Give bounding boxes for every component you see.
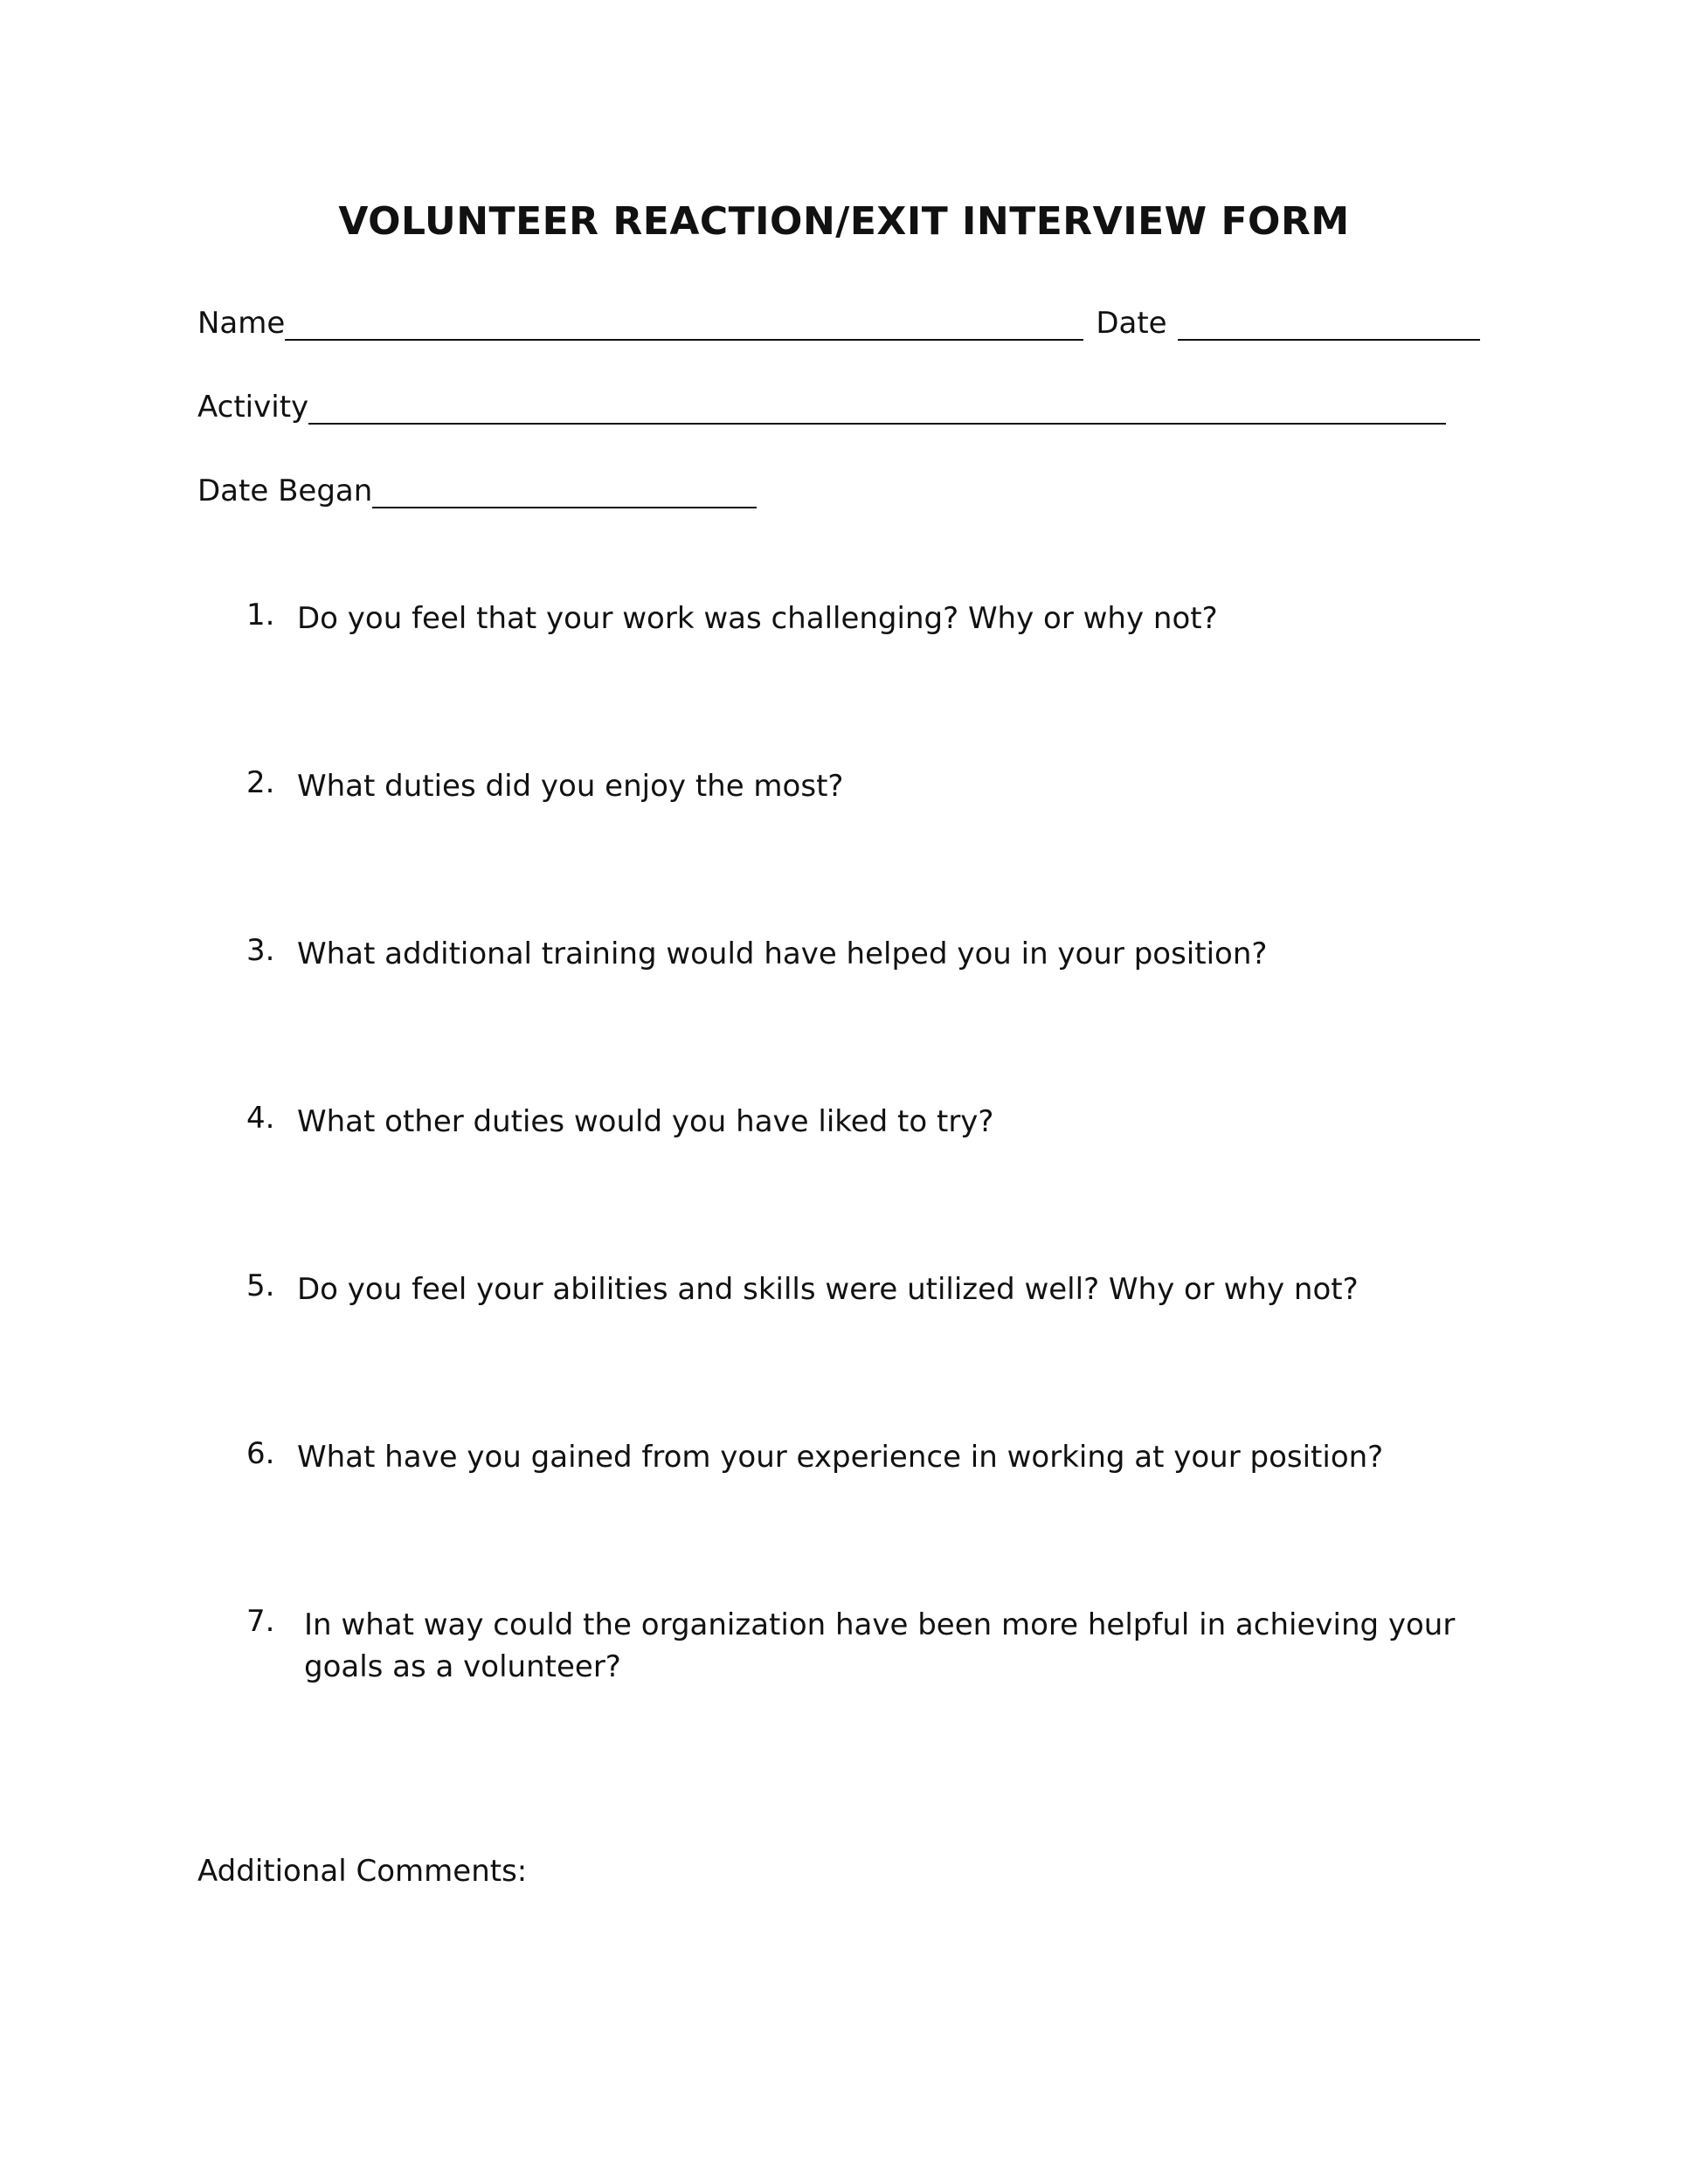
question-item (246, 765, 1487, 807)
additional-comments-label: Additional Comments: (197, 1854, 528, 1889)
question-number: 7. (246, 1604, 275, 1639)
question-item (246, 598, 1487, 639)
question-number: 4. (246, 1101, 275, 1136)
question-number: 5. (246, 1268, 275, 1303)
question-item (246, 1268, 1487, 1310)
question-text: What have you gained from your experience in working at your position? (297, 1440, 1384, 1475)
question-item (246, 1436, 1487, 1478)
date-label: Date (1096, 306, 1167, 341)
date-began-field[interactable] (372, 477, 757, 508)
question-number: 3. (246, 933, 275, 968)
question-text: Do you feel that your work was challenging? Why or why not? (297, 601, 1218, 636)
question-item (246, 1604, 1487, 1688)
form-title: VOLUNTEER REACTION/EXIT INTERVIEW FORM (338, 199, 1350, 244)
question-text: What additional training would have helped you in your position? (297, 936, 1268, 971)
name-field[interactable] (285, 309, 1083, 341)
name-date-row (197, 306, 1480, 341)
question-text: What duties did you enjoy the most? (297, 769, 844, 804)
date-began-label: Date Began (197, 473, 373, 508)
question-text: In what way could the organization have been more helpful in achieving your goals as a volunteer? (304, 1607, 1456, 1684)
date-began-row (197, 473, 757, 508)
question-item (246, 1101, 1487, 1143)
question-text: What other duties would you have liked to try? (297, 1104, 994, 1139)
question-number: 2. (246, 765, 275, 800)
name-label: Name (197, 306, 286, 341)
question-number: 1. (246, 598, 275, 632)
activity-field[interactable] (308, 393, 1446, 425)
question-text: Do you feel your abilities and skills were utilized well? Why or why not? (297, 1272, 1359, 1307)
date-field[interactable] (1178, 309, 1480, 341)
activity-row (197, 390, 1446, 425)
question-item (246, 933, 1487, 975)
question-number: 6. (246, 1436, 275, 1471)
activity-label: Activity (197, 390, 309, 425)
